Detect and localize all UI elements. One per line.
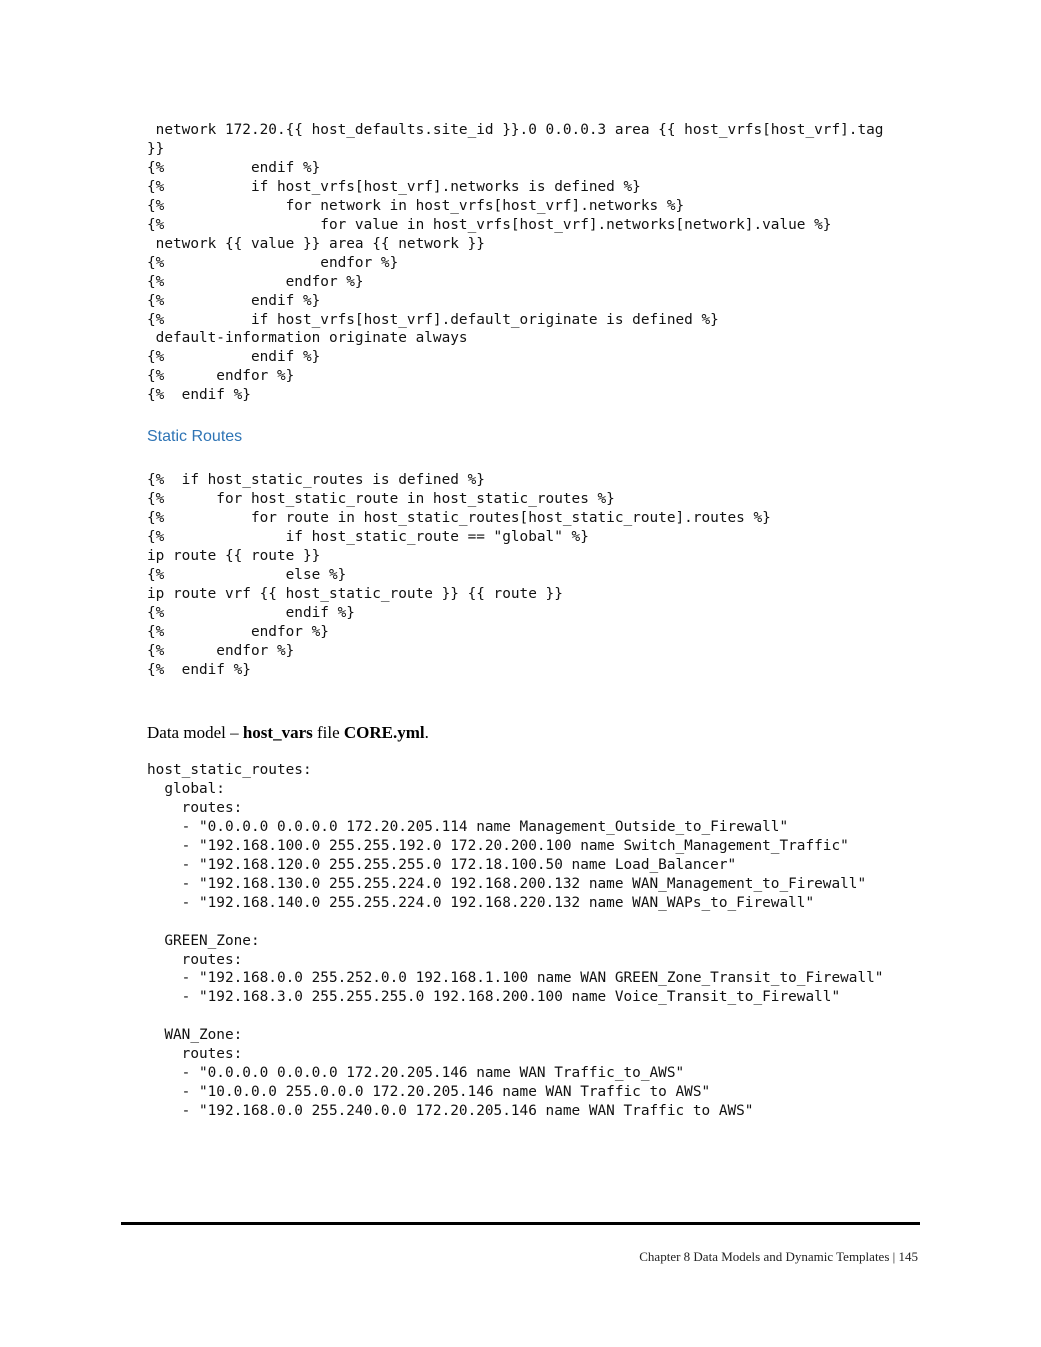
caption-prefix: Data model – (147, 723, 243, 742)
caption-middle: file (312, 723, 344, 742)
data-model-caption (147, 723, 429, 743)
jinja-static-routes-template-code: {% if host_static_routes is defined %} {% for host_static_route in host_static_routes %} {% for route in host_static_routes[host_static_route].routes %} {% if host_static_route == "global" %} ip route {{ route }} {% else %} ip route vrf {{ host_static_route }} {{ route }} {% endif %} {% endfor %} {% endfor %} {% endif %} (147, 472, 771, 678)
caption-host-vars: host_vars (242, 723, 313, 742)
caption-filename: CORE.yml (343, 723, 425, 742)
caption-suffix: . (424, 723, 429, 742)
jinja-ospf-template-code: network 172.20.{{ host_defaults.site_id }}.0 0.0.0.3 area {{ host_vrfs[host_vrf].tag }} {% endif %} {% if host_vrfs[host_vrf].networks is defined %} {% for network in host_vrfs[host_vrf].networks %} {% for value in host_vrfs[host_vrf].networks[network].value %} network {{ value }} area {{ network }} {% endfor %} {% endfor %} {% endif %} {% if host_vrfs[host_vrf].default_originate is defined %} default-information originate always {% endif %} {% endfor %} {% endif %} (147, 122, 884, 404)
page-footer: Chapter 8 Data Models and Dynamic Templates | 145 (639, 1249, 918, 1264)
section-heading-static-routes: Static Routes (147, 428, 243, 445)
yaml-host-vars-code: host_static_routes: global: routes: - "0.0.0.0 0.0.0.0 172.20.205.114 name Management_Outside_to_Firewall" - "192.168.100.0 255.255.192.0 172.20.200.100 name Switch_Management_Traffic" - "192.168.120.0 255.255.255.0 172.18.100.50 name Load_Balancer" - "192.168.130.0 255.255.224.0 192.168.200.132 name WAN_Management_to_Firewall" - "192.168.140.0 255.255.224.0 192.168.220.132 name WAN_WAPs_to_Firewall" GREEN_Zone: routes: - "192.168.0.0 255.252.0.0 192.168.1.100 name WAN GREEN_Zone_Transit_to_Firewall" - "192.168.3.0 255.255.255.0 192.168.200.100 name Voice_Transit_to_Firewall" WAN_Zone: routes: - "0.0.0.0 0.0.0.0 172.20.205.146 name WAN Traffic_to_AWS" - "10.0.0.0 255.0.0.0 172.20.205.146 name WAN Traffic to AWS" - "192.168.0.0 255.240.0.0 172.20.205.146 name WAN Traffic to AWS" (147, 762, 884, 1120)
footer-divider (121, 1222, 920, 1225)
